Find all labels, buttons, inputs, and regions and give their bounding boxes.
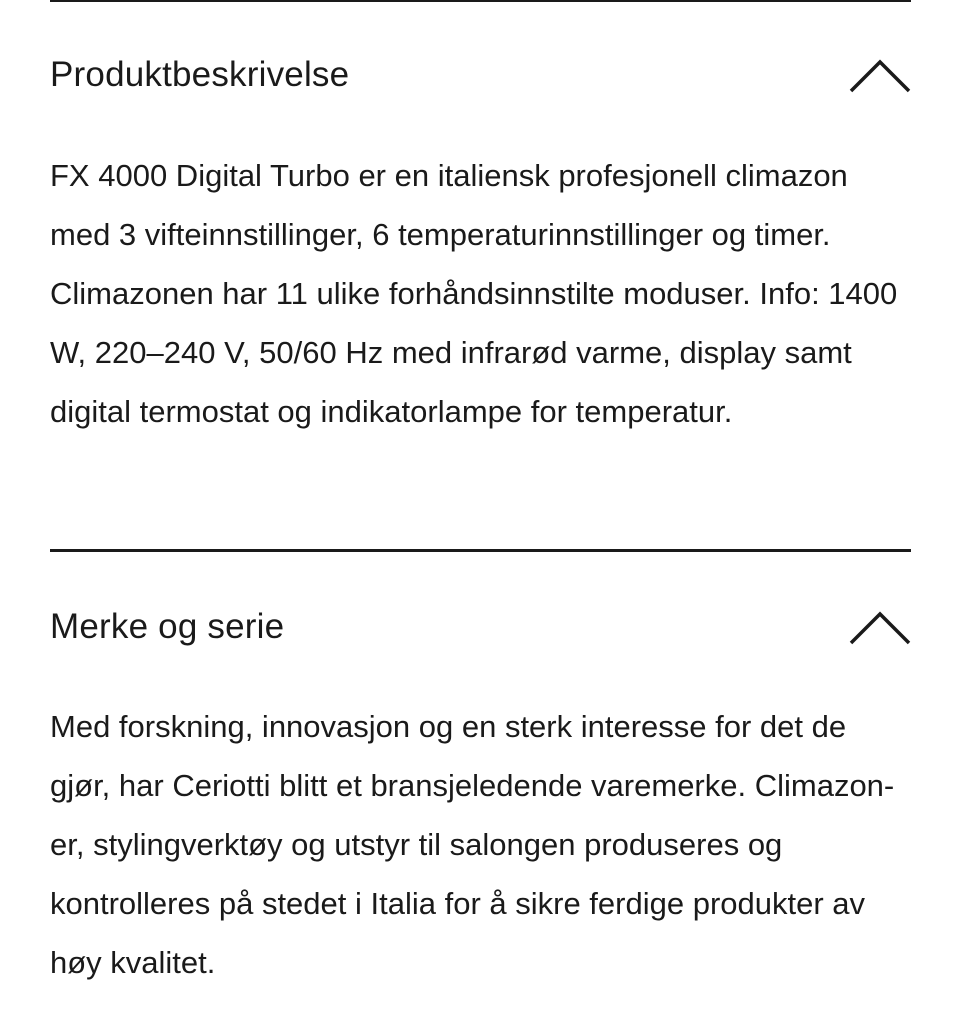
accordion-header-produktbeskrivelse[interactable] (50, 45, 911, 105)
accordion-header-merke-og-serie[interactable] (50, 597, 911, 657)
chevron-up-icon[interactable] (849, 55, 911, 95)
section-body-merke-og-serie: Med forskning, innovasjon og en sterk interesse for det de gjør, har Ceriotti blitt et bransjeledende varemerke. Climazon-er, stylingverktøy og utstyr til salongen produseres og kontrolleres på stedet i Italia for å sikre ferdige produkter av høy kvalitet. (50, 709, 895, 980)
section-title: Merke og serie (50, 607, 285, 646)
section-divider (50, 0, 911, 2)
section-divider (50, 549, 911, 552)
product-accordion (50, 0, 911, 1020)
section-title: Produktbeskrivelse (50, 55, 350, 94)
section-body-produktbeskrivelse: FX 4000 Digital Turbo er en italiensk profesjonell climazon med 3 vifteinnstillinger, 6 temperaturinnstillinger og timer. Climazonen har 11 ulike forhåndsinnstilte moduser. Info: 1400 W, 220–240 V, 50/60 Hz med infrarød varme, display samt digital termostat og indikatorlampe for temperatur. (50, 158, 898, 429)
chevron-up-icon[interactable] (849, 607, 911, 647)
